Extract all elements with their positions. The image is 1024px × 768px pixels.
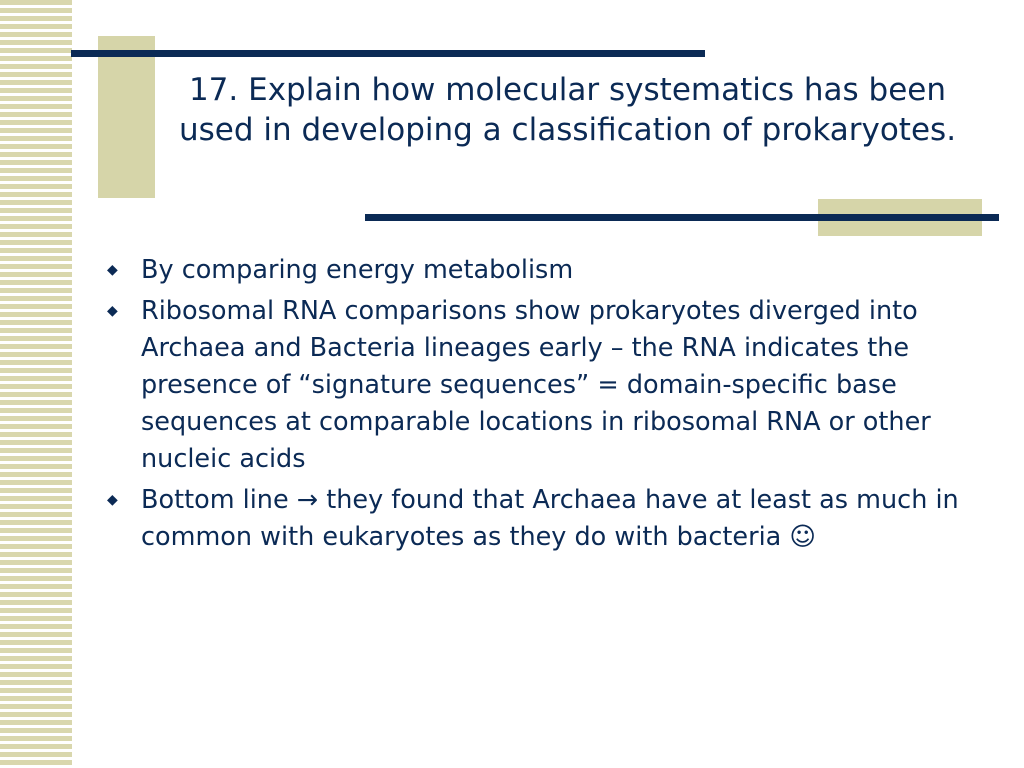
diamond-bullet-icon: ◆: [107, 262, 118, 278]
diamond-bullet-icon: ◆: [107, 492, 118, 508]
bullet-text: Bottom line → they found that Archaea have at least as much in common with eukaryotes as they do with bacteria ☺: [141, 485, 959, 552]
slide-title: 17. Explain how molecular systematics has been used in developing a classification of prokaryotes.: [178, 72, 957, 148]
bullet-text: Ribosomal RNA comparisons show prokaryotes diverged into Archaea and Bacteria lineages early – the RNA indicates the presence of “signature sequences” = domain-specific base sequences at comparable locations in ribosomal RNA or other nucleic acids: [141, 296, 931, 474]
bullet-item: [104, 252, 984, 289]
bullet-item: [104, 293, 984, 478]
title-rule-bottom: [365, 214, 999, 221]
tan-accent-block-top: [98, 36, 155, 198]
diamond-bullet-icon: ◆: [107, 303, 118, 319]
left-stripe-decoration: [0, 0, 72, 768]
bullet-text: By comparing energy metabolism: [141, 255, 574, 285]
bullet-list: [104, 252, 984, 560]
title-rule-top: [71, 50, 705, 57]
bullet-item: [104, 482, 984, 556]
